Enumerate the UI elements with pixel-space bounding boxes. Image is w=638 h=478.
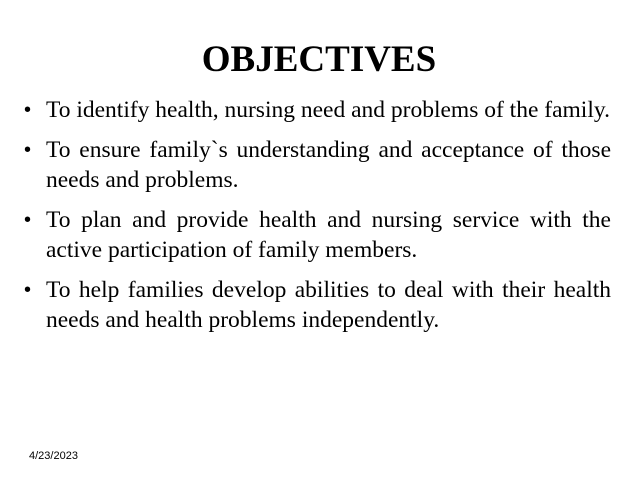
slide-title: OBJECTIVES [201, 39, 437, 80]
bullet-icon: • [24, 99, 32, 121]
bullet-icon: • [24, 139, 32, 161]
list-item-text: To plan and provide health and nursing service with the active participation of family members. [46, 207, 611, 263]
list-item [20, 95, 611, 125]
bullet-icon: • [24, 209, 32, 231]
list-item [20, 205, 611, 265]
bullet-icon: • [24, 279, 32, 301]
list-item-text: To help families develop abilities to deal with their health needs and health problems independently. [46, 277, 611, 333]
footer-date: 4/23/2023 [29, 450, 78, 462]
list-item [20, 275, 611, 335]
list-item [20, 135, 611, 195]
list-item-text: To identify health, nursing need and problems of the family. [46, 97, 610, 123]
list-item-text: To ensure family`s understanding and acceptance of those needs and problems. [46, 137, 611, 193]
objectives-list [20, 95, 611, 345]
